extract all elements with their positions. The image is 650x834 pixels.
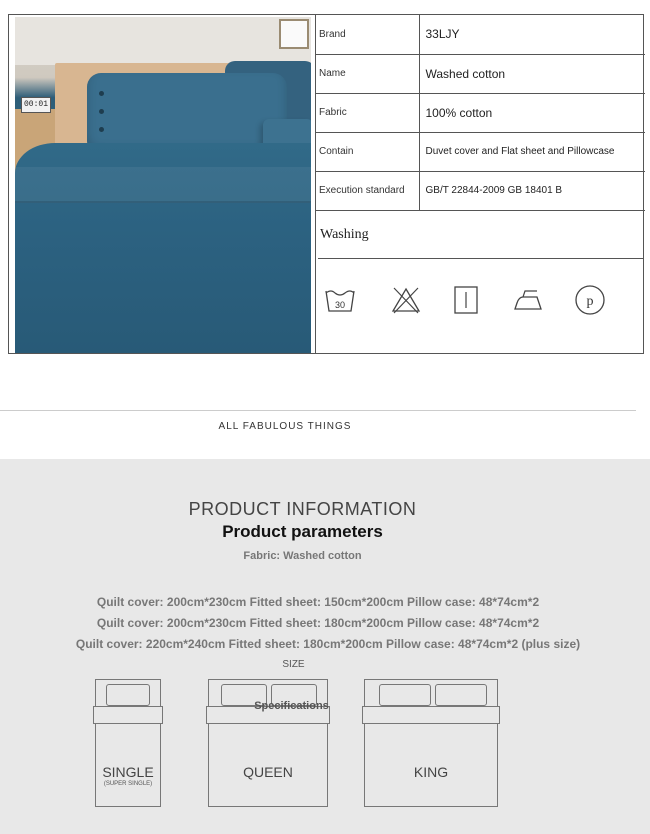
- pillow-button: [99, 109, 104, 114]
- photo-duvet-fold: [15, 167, 311, 203]
- spec-key: Contain: [315, 132, 419, 171]
- size-line: Quilt cover: 200cm*230cm Fitted sheet: 180cm*200cm Pillow case: 48*74cm*2: [96, 616, 540, 630]
- spec-key: Fabric: [315, 93, 419, 132]
- photo-clock: 00:01: [21, 97, 51, 113]
- spec-value: Duvet cover and Flat sheet and Pillowcase: [419, 132, 645, 171]
- spec-key: Brand: [315, 15, 419, 54]
- section-subtitle: Product parameters: [222, 522, 383, 541]
- size-line: Quilt cover: 200cm*230cm Fitted sheet: 150cm*200cm Pillow case: 48*74cm*2: [96, 595, 540, 609]
- line-dry-icon: [449, 283, 483, 317]
- tagline: ALL FABULOUS THINGS: [218, 421, 352, 432]
- section-divider: [0, 410, 636, 411]
- size-label: SIZE: [282, 659, 305, 670]
- product-info-panel: [0, 459, 650, 834]
- bed-label: QUEEN: [243, 764, 293, 780]
- spec-value: 100% cotton: [419, 93, 645, 132]
- specifications-label: Specifications: [254, 700, 329, 712]
- spec-row: [315, 54, 645, 93]
- spec-value: GB/T 22844-2009 GB 18401 B: [419, 171, 645, 210]
- product-photo: [15, 17, 311, 353]
- spec-value: 33LJY: [419, 15, 645, 54]
- photo-frame: [279, 19, 309, 49]
- bed-label: KING: [413, 764, 449, 780]
- iron-icon: [511, 283, 545, 317]
- spec-table: [315, 15, 645, 211]
- spec-row: [315, 93, 645, 132]
- no-bleach-icon: [389, 283, 423, 317]
- bed-queen: [208, 679, 328, 807]
- spec-value: Washed cotton: [419, 54, 645, 93]
- washing-label: Washing: [318, 211, 644, 259]
- bed-single: [95, 679, 161, 807]
- dry-clean-p-icon: [573, 283, 607, 317]
- photo-wall: [15, 17, 311, 65]
- spec-card: [8, 14, 644, 354]
- dry-clean-letter: p: [586, 294, 594, 309]
- pillow-button: [99, 91, 104, 96]
- fabric-line: Fabric: Washed cotton: [243, 550, 362, 562]
- bed-sublabel: (SUPER SINGLE): [103, 781, 153, 787]
- spec-row: [315, 15, 645, 54]
- section-title: PRODUCT INFORMATION: [188, 499, 417, 519]
- care-icons-row: [319, 283, 645, 333]
- wash-temp-text: 30: [334, 300, 346, 310]
- size-line: Quilt cover: 220cm*240cm Fitted sheet: 180cm*200cm Pillow case: 48*74cm*2 (plus size): [75, 637, 581, 651]
- pillow-button: [99, 127, 104, 132]
- spec-key: Name: [315, 54, 419, 93]
- spec-key: Execution standard: [315, 171, 419, 210]
- spec-row: [315, 171, 645, 210]
- bed-label: SINGLE: [102, 764, 154, 780]
- spec-row: [315, 132, 645, 171]
- bed-king: [364, 679, 498, 807]
- wash-30-icon: [323, 283, 357, 317]
